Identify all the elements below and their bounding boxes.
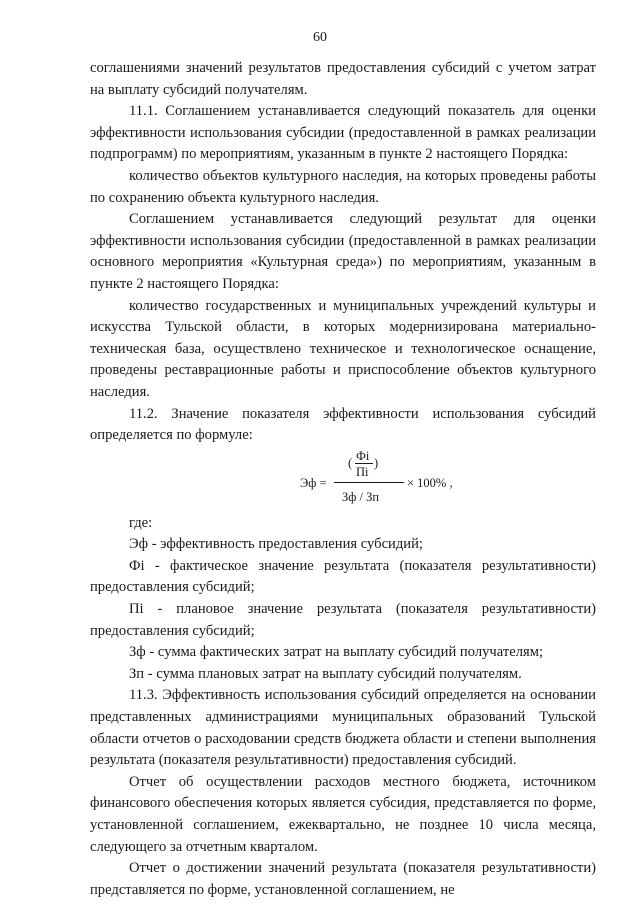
efficiency-formula <box>300 449 540 511</box>
paragraph-expense-report: Отчет об осуществлении расходов местного бюджета, источником финансового обеспечения которых является субсидия, представляется по форме, установленной соглашением, ежеквартально, не позднее 10 числа месяца, следующего за отчетным кварталом. <box>90 773 596 855</box>
page-number: 60 <box>313 30 327 45</box>
definition-actual-costs: Зф - сумма фактических затрат на выплату субсидий получателям; <box>129 644 543 661</box>
formula-open-paren: ( <box>348 455 353 470</box>
formula-planned-value: Пi <box>356 464 369 479</box>
definition-planned-value: Пi - плановое значение результата (показателя результативности) предоставления субсидий; <box>90 601 596 639</box>
definitions-label: где: <box>129 514 153 531</box>
document-body <box>90 58 596 901</box>
paragraph-continuation: соглашениями значений результатов предоставления субсидий с учетом затрат на выплату субсидий получателям. <box>90 60 596 98</box>
definition-efficiency: Эф - эффективность предоставления субсидий; <box>129 536 423 553</box>
definition-planned-costs: Зп - сумма плановых затрат на выплату субсидий получателям. <box>129 665 522 682</box>
formula-lhs: Эф = <box>300 475 327 490</box>
formula-close-paren: ) <box>374 455 379 470</box>
formula-multiplier: × 100% , <box>407 475 453 490</box>
formula-main-fraction-line <box>334 482 404 483</box>
definition-actual-value: Фi - фактическое значение результата (показателя результативности) предоставления субсидий; <box>90 557 596 596</box>
paragraph-achievement-report: Отчет о достижении значений результата (показателя результативности) представляется по форме, установленной соглашением, не <box>90 860 596 898</box>
formula-actual-value: Фi <box>356 448 370 463</box>
paragraph-11-2: 11.2. Значение показателя эффективности использования субсидий определяется по формуле: <box>90 405 596 444</box>
paragraph-indicator-2: количество государственных и муниципальных учреждений культуры и искусства Тульской области, в которых модернизирована материально-техническая база, осуществлено техническое и технологическое оснащение, проведены реставрационные работы и приспособление объектов культурного наследия. <box>90 297 596 400</box>
formula-block <box>90 447 596 513</box>
paragraph-11-3: 11.3. Эффективность использования субсидий определяется на основании представленных администрациями муниципальных образований Тульской области отчетов о расходовании средств бюджета области и степени выполнения результата (показателя результативности) предоставления субсидий. <box>90 687 596 769</box>
definitions-list <box>90 513 596 686</box>
paragraph-result-intro: Соглашением устанавливается следующий результат для оценки эффективности использования субсидии (предоставленной в рамках реализации основного мероприятия «Культурная среда») по мероприятиям, указанным в пункте 2 настоящего Порядка: <box>90 211 596 292</box>
paragraph-11-1: 11.1. Соглашением устанавливается следующий показатель для оценки эффективности использования субсидии (предоставленной в рамках реализации подпрограмм) по мероприятиям, указанным в пункте 2 настоящего Порядка: <box>90 103 596 163</box>
formula-denominator: Зф / Зп <box>342 489 380 504</box>
paragraph-indicator-1: количество объектов культурного наследия, на которых проведены работы по сохранению объекта культурного наследия. <box>90 167 596 206</box>
